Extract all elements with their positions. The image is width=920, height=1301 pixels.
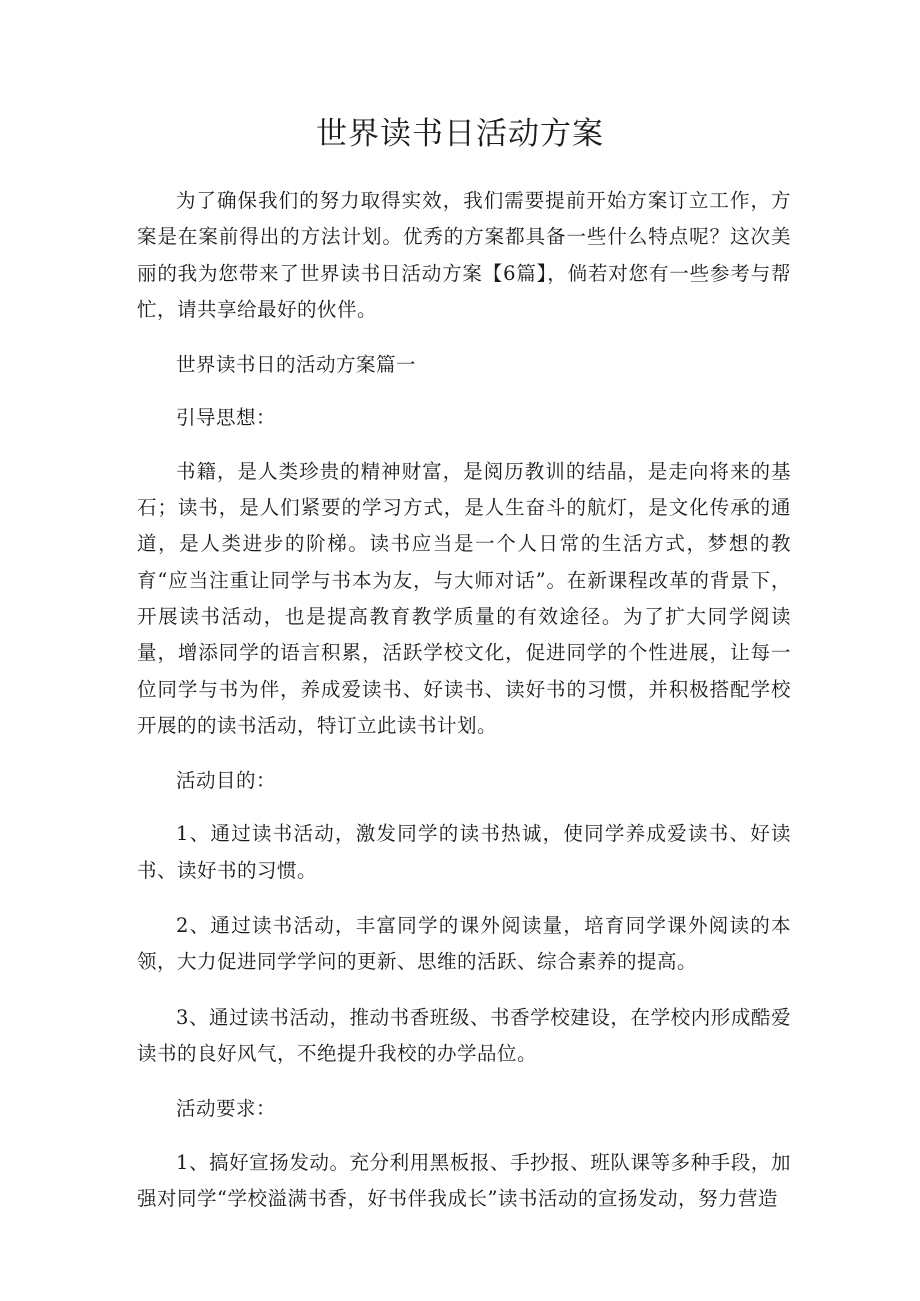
subheading-guiding-thought: 引导思想： bbox=[176, 406, 277, 430]
document-title: 世界读书日活动方案 bbox=[316, 116, 604, 152]
section-heading: 世界读书日的活动方案篇一 bbox=[176, 353, 417, 377]
guiding-thought-paragraph: 书籍，是人类珍贵的精神财富，是阅历教训的结晶，是走向将来的基石；读书，是人们紧要的学习方式，是人生奋斗的航灯，是文化传承的通道，是人类进步的阶梯。读书应当是一个人日常的生活方式，梦想的教育“应当注重让同学与书本为友，与大师对话”。在新课程改革的背景下，开展读书活动，也是提高教育教学质量的有效途径。为了扩大同学阅读量，增添同学的语言积累，活跃学校文化，促进同学的个性进展，让每一位同学与书为伴，养成爱读书、好读书、读好书的习惯，并积极搭配学校开展的的读书活动，特订立此读书计划。 bbox=[137, 459, 791, 737]
requirement-item-1: 1、搞好宣扬发动。充分利用黑板报、手抄报、班队课等多种手段，加强对同学“学校溢满书香，好书伴我成长”读书活动的宣扬发动，努力营造 bbox=[137, 1150, 791, 1210]
subheading-activity-requirements: 活动要求： bbox=[176, 1097, 277, 1121]
intro-paragraph: 为了确保我们的努力取得实效，我们需要提前开始方案订立工作，方案是在案前得出的方法计划。优秀的方案都具备一些什么特点呢？这次美丽的我为您带来了世界读书日活动方案【6篇】，倘若对您有一些参考与帮忙，请共享给最好的伙伴。 bbox=[137, 189, 791, 321]
subheading-activity-purpose: 活动目的： bbox=[176, 769, 277, 793]
purpose-item-3: 3、通过读书活动，推动书香班级、书香学校建设，在学校内形成酷爱读书的良好风气，不绝提升我校的办学品位。 bbox=[137, 1005, 791, 1065]
purpose-item-1: 1、通过读书活动，激发同学的读书热诚，使同学养成爱读书、好读书、读好书的习惯。 bbox=[137, 822, 791, 882]
document-body bbox=[137, 183, 791, 1236]
purpose-item-2: 2、通过读书活动，丰富同学的课外阅读量，培育同学课外阅读的本领，大力促进同学学问的更新、思维的活跃、综合素养的提高。 bbox=[137, 914, 791, 974]
